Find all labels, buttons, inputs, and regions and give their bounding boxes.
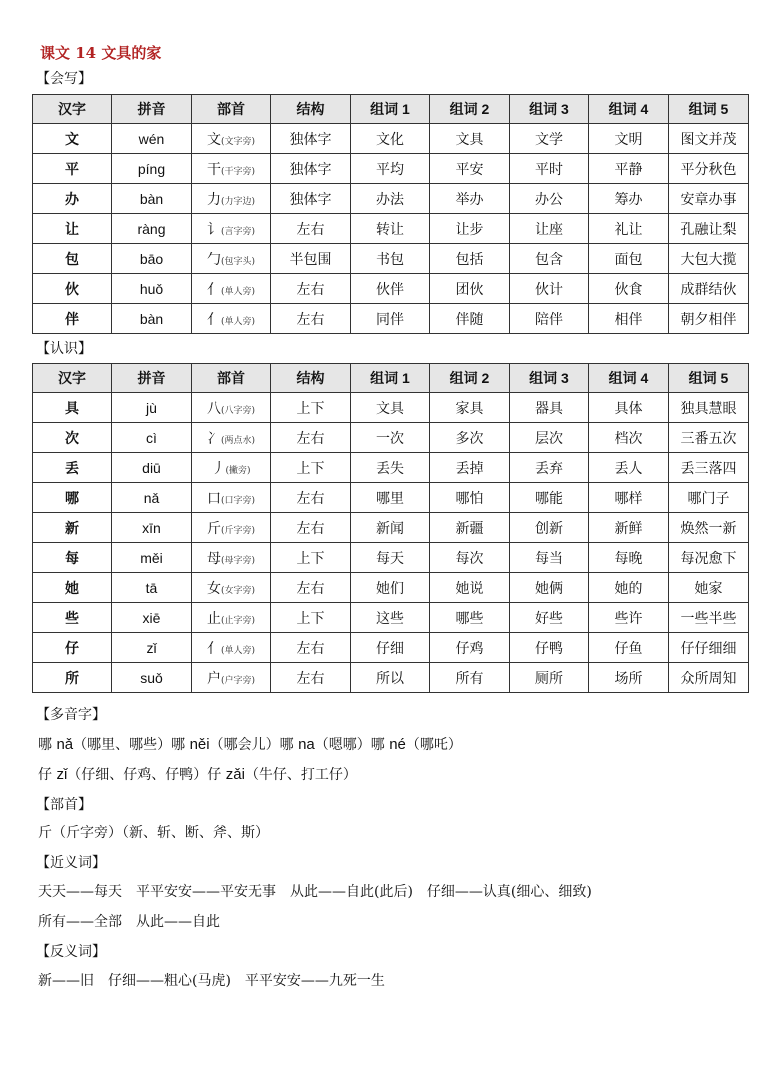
column-header: 组词 3 <box>510 95 589 124</box>
pinyin-cell: cì <box>112 423 192 453</box>
radical-cell <box>192 214 271 244</box>
structure-cell: 左右 <box>271 663 351 693</box>
polyphonic-label: 【多音字】 <box>36 707 106 723</box>
word-cell: 转让 <box>351 214 430 244</box>
word-cell: 哪能 <box>510 483 589 513</box>
char-cell: 办 <box>33 184 112 214</box>
word-cell: 丢三落四 <box>669 453 749 483</box>
word-cell: 平均 <box>351 154 430 184</box>
word-cell: 哪里 <box>351 483 430 513</box>
recognize-table <box>32 363 749 693</box>
word-cell: 家具 <box>430 393 510 423</box>
radical-cell <box>192 603 271 633</box>
word-cell: 她们 <box>351 573 430 603</box>
structure-cell: 上下 <box>271 543 351 573</box>
column-header: 组词 5 <box>669 95 749 124</box>
pinyin-cell: tā <box>112 573 192 603</box>
word-cell: 伙计 <box>510 274 589 304</box>
structure-cell: 左右 <box>271 274 351 304</box>
word-cell: 包含 <box>510 244 589 274</box>
radical-cell <box>192 483 271 513</box>
radical-char: 冫 <box>206 430 221 447</box>
radical-cell <box>192 423 271 453</box>
structure-cell: 独体字 <box>271 184 351 214</box>
word-cell: 哪怕 <box>430 483 510 513</box>
pinyin-text: zǎi <box>225 766 245 783</box>
radical-cell <box>192 184 271 214</box>
word-cell: 每况愈下 <box>669 543 749 573</box>
char-cell: 文 <box>33 124 112 154</box>
word-cell: 哪些 <box>430 603 510 633</box>
column-header: 组词 1 <box>351 364 430 393</box>
radical-name: (斤字旁) <box>220 525 256 536</box>
pinyin-text: na <box>298 736 315 753</box>
char-cell: 伴 <box>33 304 112 334</box>
word-cell: 朝夕相伴 <box>669 304 749 334</box>
word-cell: 焕然一新 <box>669 513 749 543</box>
word-cell: 团伙 <box>430 274 510 304</box>
write-table <box>32 94 749 334</box>
radical-name: (单人旁) <box>220 316 256 327</box>
radical-char: 干 <box>206 161 221 178</box>
radical-cell <box>192 453 271 483</box>
line-text: （哪吒） <box>405 737 462 753</box>
word-cell: 三番五次 <box>669 423 749 453</box>
word-cell: 哪门子 <box>669 483 749 513</box>
radical-name: (力字边) <box>220 196 256 207</box>
pinyin-cell: jù <box>112 393 192 423</box>
synonyms-line-2: 所有——全部 从此——自此 <box>38 914 220 930</box>
word-cell: 好些 <box>510 603 589 633</box>
word-cell: 让步 <box>430 214 510 244</box>
pinyin-cell: bàn <box>112 184 192 214</box>
char-cell: 次 <box>33 423 112 453</box>
pinyin-cell: píng <box>112 154 192 184</box>
char-cell: 新 <box>33 513 112 543</box>
word-cell: 面包 <box>589 244 669 274</box>
word-cell: 书包 <box>351 244 430 274</box>
word-cell: 平安 <box>430 154 510 184</box>
column-header: 部首 <box>192 95 271 124</box>
word-cell: 成群结伙 <box>669 274 749 304</box>
word-cell: 安章办事 <box>669 184 749 214</box>
radical-name: (八字旁) <box>220 405 256 416</box>
recognize-section-label: 【认识】 <box>36 341 92 357</box>
pinyin-cell: wén <box>112 124 192 154</box>
word-cell: 仔鱼 <box>589 633 669 663</box>
radical-name: (止字旁) <box>220 615 256 626</box>
word-cell: 厕所 <box>510 663 589 693</box>
table-row <box>33 603 749 633</box>
table-row <box>33 513 749 543</box>
word-cell: 丢弃 <box>510 453 589 483</box>
word-cell: 多次 <box>430 423 510 453</box>
table-row <box>33 483 749 513</box>
word-cell: 仔细 <box>351 633 430 663</box>
word-cell: 创新 <box>510 513 589 543</box>
write-section-label: 【会写】 <box>36 71 92 87</box>
polyphonic-line-2 <box>38 764 357 784</box>
table-row <box>33 214 749 244</box>
table-row <box>33 663 749 693</box>
radical-name: (口字旁) <box>220 495 256 506</box>
structure-cell: 左右 <box>271 214 351 244</box>
structure-cell: 左右 <box>271 633 351 663</box>
radical-cell <box>192 633 271 663</box>
radical-char: 户 <box>206 670 221 687</box>
radical-char: 母 <box>206 550 221 567</box>
radical-char: 亻 <box>206 281 221 298</box>
line-text: 仔 <box>38 767 57 783</box>
structure-cell: 上下 <box>271 393 351 423</box>
column-header: 组词 1 <box>351 95 430 124</box>
structure-cell: 左右 <box>271 483 351 513</box>
column-header: 结构 <box>271 95 351 124</box>
line-text: （哪里、哪些）哪 <box>73 737 190 753</box>
table-row <box>33 633 749 663</box>
word-cell: 哪样 <box>589 483 669 513</box>
radical-name: (户字旁) <box>220 675 256 686</box>
structure-cell: 左右 <box>271 513 351 543</box>
word-cell: 丢失 <box>351 453 430 483</box>
radical-name: (包字头) <box>220 256 256 267</box>
radical-char: 文 <box>206 131 221 148</box>
word-cell: 新闻 <box>351 513 430 543</box>
word-cell: 礼让 <box>589 214 669 244</box>
radical-cell <box>192 304 271 334</box>
word-cell: 平静 <box>589 154 669 184</box>
line-text: （嗯哪）哪 <box>314 737 390 753</box>
column-header: 部首 <box>192 364 271 393</box>
antonyms-line-1: 新——旧 仔细——粗心(马虎) 平平安安——九死一生 <box>38 973 385 989</box>
page-title: 课文 14 文具的家 <box>40 44 162 62</box>
pinyin-cell: bāo <box>112 244 192 274</box>
structure-cell: 左右 <box>271 423 351 453</box>
word-cell: 伙食 <box>589 274 669 304</box>
antonyms-label: 【反义词】 <box>36 944 106 960</box>
radical-char: 讠 <box>206 221 221 238</box>
column-header: 组词 3 <box>510 364 589 393</box>
column-header: 汉字 <box>33 95 112 124</box>
char-cell: 具 <box>33 393 112 423</box>
structure-cell: 上下 <box>271 603 351 633</box>
table-row <box>33 453 749 483</box>
column-header: 组词 2 <box>430 364 510 393</box>
radical-char: 斤 <box>206 520 221 537</box>
word-cell: 她家 <box>669 573 749 603</box>
radical-cell <box>192 663 271 693</box>
table-row <box>33 543 749 573</box>
radical-name: (两点水) <box>220 435 256 446</box>
word-cell: 所以 <box>351 663 430 693</box>
word-cell: 筹办 <box>589 184 669 214</box>
word-cell: 平分秋色 <box>669 154 749 184</box>
word-cell: 每天 <box>351 543 430 573</box>
word-cell: 孔融让梨 <box>669 214 749 244</box>
line-text: 哪 <box>38 737 57 753</box>
char-cell: 包 <box>33 244 112 274</box>
radical-cell <box>192 154 271 184</box>
char-cell: 所 <box>33 663 112 693</box>
word-cell: 伴随 <box>430 304 510 334</box>
word-cell: 具体 <box>589 393 669 423</box>
word-cell: 文明 <box>589 124 669 154</box>
column-header: 汉字 <box>33 364 112 393</box>
pinyin-cell: diū <box>112 453 192 483</box>
char-cell: 让 <box>33 214 112 244</box>
pinyin-cell: suǒ <box>112 663 192 693</box>
radical-char: 力 <box>206 191 221 208</box>
word-cell: 这些 <box>351 603 430 633</box>
table-row <box>33 124 749 154</box>
pinyin-cell: měi <box>112 543 192 573</box>
word-cell: 每次 <box>430 543 510 573</box>
word-cell: 些许 <box>589 603 669 633</box>
structure-cell: 半包围 <box>271 244 351 274</box>
table-row <box>33 274 749 304</box>
table-row <box>33 573 749 603</box>
radical-char: 口 <box>206 490 221 507</box>
synonyms-line-1: 天天——每天 平平安安——平安无事 从此——自此(此后) 仔细——认真(细心、细致) <box>38 884 592 900</box>
word-cell: 平时 <box>510 154 589 184</box>
word-cell: 仔鸭 <box>510 633 589 663</box>
pinyin-text: né <box>389 736 406 753</box>
radical-name: (撇旁) <box>225 465 251 476</box>
structure-cell: 独体字 <box>271 154 351 184</box>
char-cell: 仔 <box>33 633 112 663</box>
column-header: 组词 4 <box>589 95 669 124</box>
char-cell: 平 <box>33 154 112 184</box>
line-text: （哪会儿）哪 <box>209 737 299 753</box>
radical-cell <box>192 274 271 304</box>
word-cell: 新疆 <box>430 513 510 543</box>
column-header: 组词 4 <box>589 364 669 393</box>
pinyin-text: zǐ <box>56 766 68 783</box>
word-cell: 文化 <box>351 124 430 154</box>
radical-name: (干字旁) <box>220 166 256 177</box>
word-cell: 相伴 <box>589 304 669 334</box>
word-cell: 档次 <box>589 423 669 453</box>
char-cell: 哪 <box>33 483 112 513</box>
word-cell: 图文并茂 <box>669 124 749 154</box>
word-cell: 办公 <box>510 184 589 214</box>
word-cell: 办法 <box>351 184 430 214</box>
radical-char: 亻 <box>206 640 221 657</box>
word-cell: 仔仔细细 <box>669 633 749 663</box>
pinyin-cell: bàn <box>112 304 192 334</box>
word-cell: 所有 <box>430 663 510 693</box>
column-header: 拼音 <box>112 364 192 393</box>
word-cell: 陪伴 <box>510 304 589 334</box>
pinyin-cell: xiē <box>112 603 192 633</box>
synonyms-label: 【近义词】 <box>36 855 106 871</box>
line-text: （仔细、仔鸡、仔鸭）仔 <box>67 767 226 783</box>
word-cell: 她的 <box>589 573 669 603</box>
char-cell: 丢 <box>33 453 112 483</box>
table-row <box>33 154 749 184</box>
pinyin-cell: ràng <box>112 214 192 244</box>
radical-cell <box>192 543 271 573</box>
polyphonic-line-1 <box>38 734 462 754</box>
word-cell: 丢人 <box>589 453 669 483</box>
radical-name: (女字旁) <box>220 585 256 596</box>
radical-cell <box>192 244 271 274</box>
word-cell: 丢掉 <box>430 453 510 483</box>
table-header-row <box>33 95 749 124</box>
radical-name: (文字旁) <box>220 136 256 147</box>
word-cell: 文学 <box>510 124 589 154</box>
radical-char: 丿 <box>211 460 226 477</box>
radical-section-label: 【部首】 <box>36 797 92 813</box>
word-cell: 伙伴 <box>351 274 430 304</box>
radical-cell <box>192 513 271 543</box>
word-cell: 包括 <box>430 244 510 274</box>
column-header: 组词 5 <box>669 364 749 393</box>
word-cell: 文具 <box>351 393 430 423</box>
pinyin-text: nǎ <box>56 736 74 753</box>
structure-cell: 独体字 <box>271 124 351 154</box>
word-cell: 一些半些 <box>669 603 749 633</box>
radical-char: 亻 <box>206 311 221 328</box>
pinyin-text: něi <box>189 736 210 753</box>
table-row <box>33 423 749 453</box>
structure-cell: 左右 <box>271 573 351 603</box>
word-cell: 独具慧眼 <box>669 393 749 423</box>
word-cell: 场所 <box>589 663 669 693</box>
word-cell: 众所周知 <box>669 663 749 693</box>
word-cell: 每晚 <box>589 543 669 573</box>
table-row <box>33 244 749 274</box>
char-cell: 她 <box>33 573 112 603</box>
column-header: 拼音 <box>112 95 192 124</box>
word-cell: 新鲜 <box>589 513 669 543</box>
word-cell: 仔鸡 <box>430 633 510 663</box>
char-cell: 伙 <box>33 274 112 304</box>
word-cell: 大包大揽 <box>669 244 749 274</box>
radical-char: 勹 <box>206 251 221 268</box>
radical-cell <box>192 573 271 603</box>
radical-cell <box>192 124 271 154</box>
radical-section-text: 斤（斤字旁）（新、斩、断、斧、斯） <box>38 825 269 841</box>
radical-name: (母字旁) <box>220 555 256 566</box>
word-cell: 举办 <box>430 184 510 214</box>
word-cell: 层次 <box>510 423 589 453</box>
radical-name: (单人旁) <box>220 645 256 656</box>
radical-char: 女 <box>206 580 221 597</box>
char-cell: 些 <box>33 603 112 633</box>
radical-name: (单人旁) <box>220 286 256 297</box>
radical-cell <box>192 393 271 423</box>
radical-char: 八 <box>206 400 221 417</box>
table-header-row <box>33 364 749 393</box>
pinyin-cell: xīn <box>112 513 192 543</box>
column-header: 结构 <box>271 364 351 393</box>
pinyin-cell: zǐ <box>112 633 192 663</box>
line-text: （牛仔、打工仔） <box>244 767 357 783</box>
word-cell: 让座 <box>510 214 589 244</box>
word-cell: 一次 <box>351 423 430 453</box>
radical-char: 止 <box>206 610 221 627</box>
structure-cell: 左右 <box>271 304 351 334</box>
word-cell: 她俩 <box>510 573 589 603</box>
pinyin-cell: huǒ <box>112 274 192 304</box>
column-header: 组词 2 <box>430 95 510 124</box>
radical-name: (言字旁) <box>220 226 256 237</box>
word-cell: 文具 <box>430 124 510 154</box>
word-cell: 同伴 <box>351 304 430 334</box>
table-row <box>33 393 749 423</box>
char-cell: 每 <box>33 543 112 573</box>
word-cell: 每当 <box>510 543 589 573</box>
structure-cell: 上下 <box>271 453 351 483</box>
word-cell: 她说 <box>430 573 510 603</box>
pinyin-cell: nǎ <box>112 483 192 513</box>
table-row <box>33 304 749 334</box>
table-row <box>33 184 749 214</box>
word-cell: 器具 <box>510 393 589 423</box>
